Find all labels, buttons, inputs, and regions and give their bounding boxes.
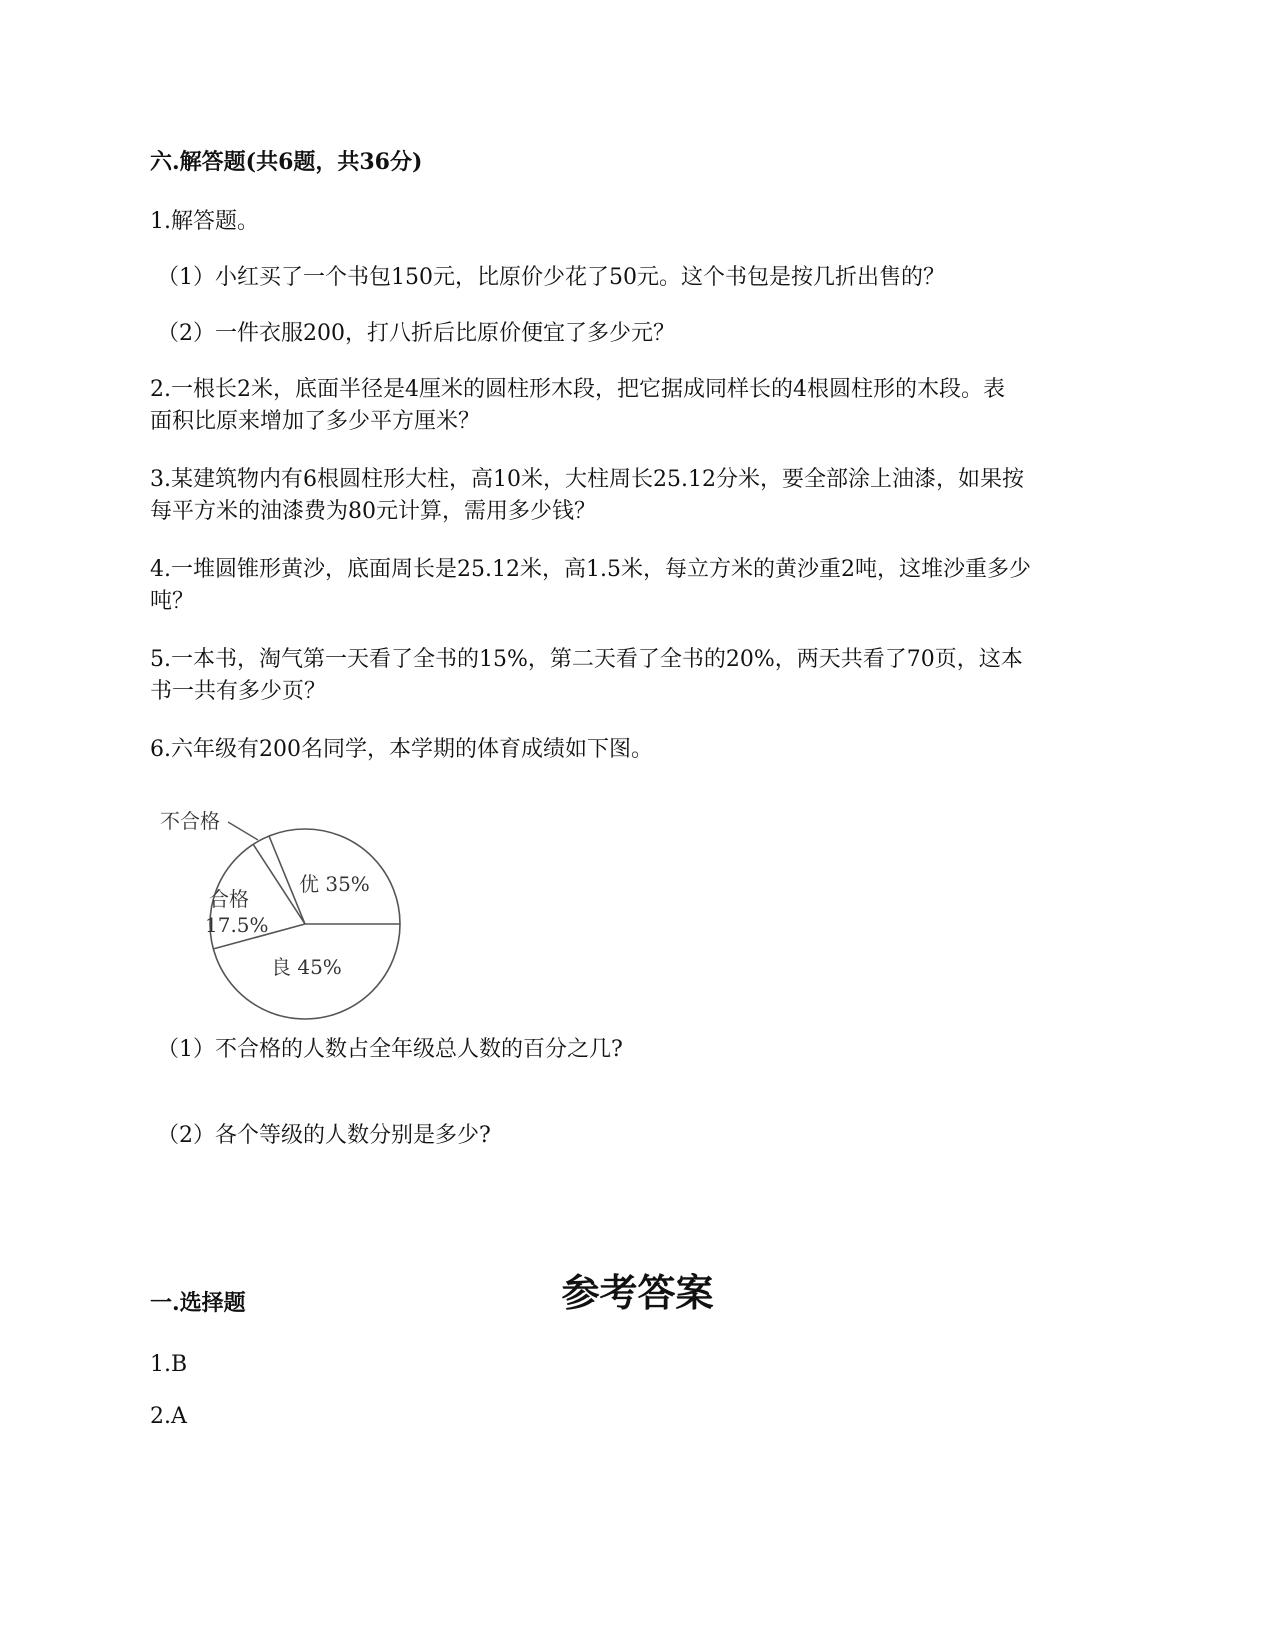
question-5-line-1: 5.一本书，淘气第一天看了全书的15%，第二天看了全书的20%，两天共看了70页，这本 <box>150 647 1023 672</box>
answer-item: 1.B <box>150 1352 188 1377</box>
pie-label-pass-value: 17.5% <box>205 913 269 937</box>
pie-label-pass-name: 合格 <box>209 887 249 911</box>
fail-leader-line <box>228 822 258 840</box>
question-1-part-2: （2）一件衣服200，打八折后比原价便宜了多少元？ <box>157 321 675 346</box>
question-6-part-2: （2）各个等级的人数分别是多少? <box>157 1123 491 1148</box>
question-5-line-2: 书一共有多少页？ <box>150 679 327 704</box>
section-heading: 六.解答题(共6题，共36分) <box>150 149 423 175</box>
question-4-line-2: 吨？ <box>150 589 195 614</box>
answer-item: 2.A <box>150 1404 187 1429</box>
grade-pie-chart <box>160 808 410 1026</box>
question-6-title: 6.六年级有200名同学，本学期的体育成绩如下图。 <box>150 737 653 762</box>
question-3-line-1: 3.某建筑物内有6根圆柱形大柱，高10米，大柱周长25.12分米，要全部涂上油漆，如果按 <box>150 467 1024 492</box>
question-4-line-1: 4.一堆圆锥形黄沙，底面周长是25.12米，高1.5米，每立方米的黄沙重2吨，这堆沙重多少 <box>150 557 1031 582</box>
pie-label-excellent: 优 35% <box>299 872 370 896</box>
pie-label-good: 良 45% <box>271 955 342 979</box>
question-1-title: 1.解答题。 <box>150 209 259 234</box>
question-1-part-1: （1）小红买了一个书包150元，比原价少花了50元。这个书包是按几折出售的？ <box>157 265 945 290</box>
question-6-part-1: （1）不合格的人数占全年级总人数的百分之几? <box>157 1037 623 1062</box>
question-2-line-1: 2.一根长2米，底面半径是4厘米的圆柱形木段，把它据成同样长的4根圆柱形的木段。表 <box>150 377 1005 402</box>
answer-key-title: 参考答案 <box>561 1270 714 1315</box>
question-3-line-2: 每平方米的油漆费为80元计算，需用多少钱？ <box>150 499 596 524</box>
answer-section-1-heading: 一.选择题 <box>150 1290 246 1316</box>
pie-label-fail: 不合格 <box>160 809 220 833</box>
question-2-line-2: 面积比原来增加了多少平方厘米？ <box>150 409 481 434</box>
